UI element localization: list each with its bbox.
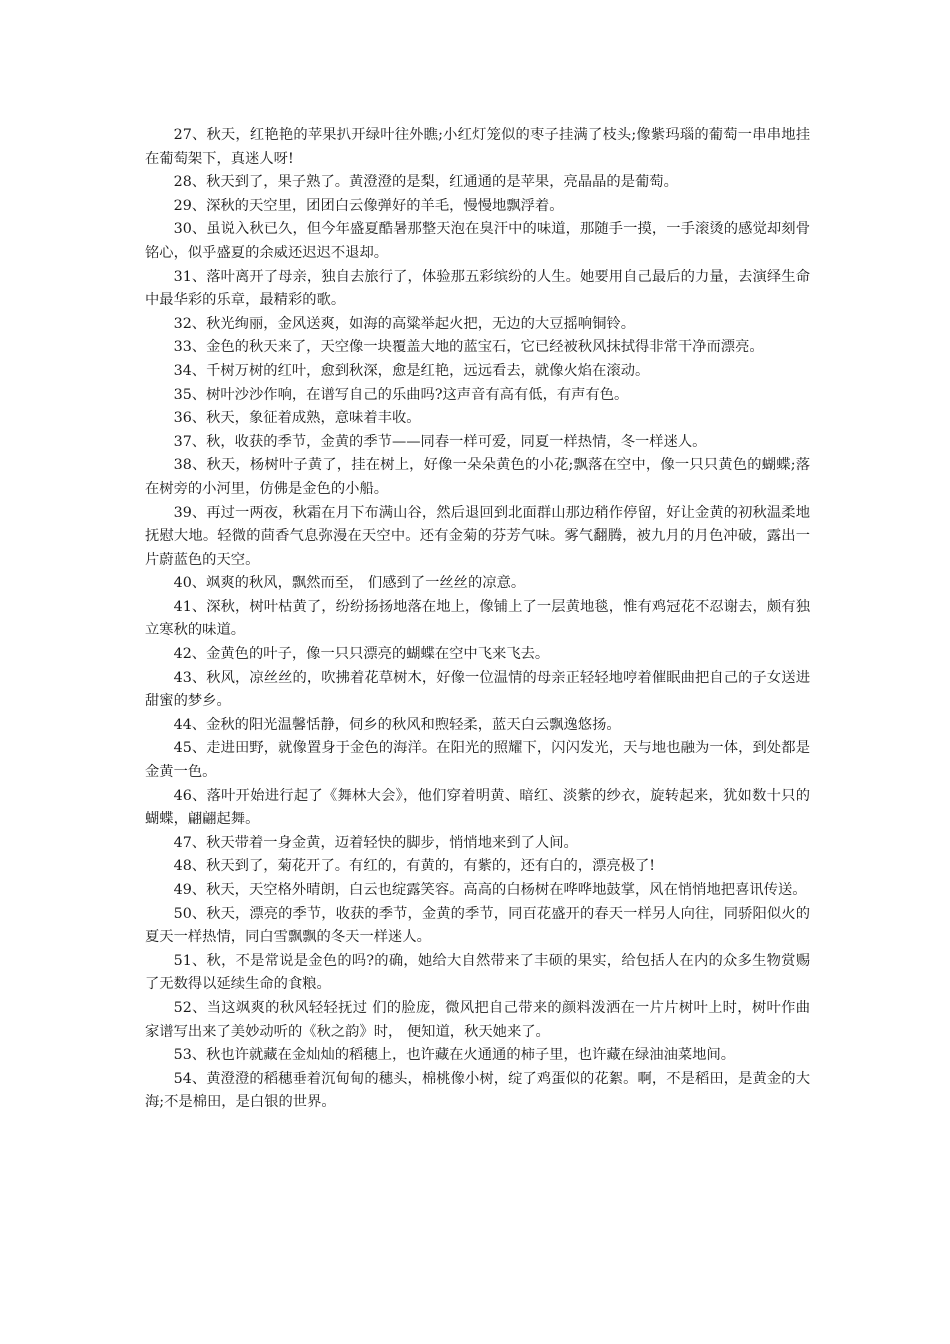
paragraph-34: 34、千树万树的红叶，愈到秋深，愈是红艳，远远看去，就像火焰在滚动。: [173, 362, 650, 379]
paragraph-49: 49、秋天，天空格外晴朗，白云也绽露笑容。高高的白杨树在哗哗地鼓掌，风在悄悄地把喜讯传送。: [173, 882, 807, 898]
paragraph-51: 51、秋，不是常说是金色的吗?的确，她给大自然带来了丰硕的果实，给包括人在内的众多生物赏赐了无数得以延续生命的食粮。: [145, 952, 810, 993]
paragraph-53: 53、秋也许就藏在金灿灿的稻穗上，也许藏在火通通的柿子里，也许藏在绿油油菜地间。: [173, 1047, 736, 1064]
paragraph-32: 32、秋光绚丽，金风送爽，如海的高粱举起火把，无边的大豆摇响铜铃。: [173, 315, 635, 332]
paragraph-42: 42、金黄色的叶子，像一只只漂亮的蝴蝶在空中飞来飞去。: [173, 646, 550, 663]
paragraph-33: 33、金色的秋天来了，天空像一块覆盖大地的蓝宝石，它已经被秋风抹拭得非常干净而漂亮。: [173, 339, 764, 356]
paragraph-46: 46、落叶开始进行起了《舞林大会》，他们穿着明黄、暗红、淡紫的纱衣，旋转起来，犹如数十只的蝴蝶，翩翩起舞。: [145, 787, 810, 828]
paragraph-29: 29、深秋的天空里，团团白云像弹好的羊毛，慢慢地飘浮着。: [173, 197, 564, 214]
document-body: [145, 124, 810, 1115]
paragraph-52: 52、当这飒爽的秋风轻轻抚过 们的脸庞，微风把自己带来的颜料泼洒在一片片树叶上时，树叶作曲家谱写出来了美妙动听的《秋之韵》时， 便知道，秋天她来了。: [145, 999, 810, 1040]
paragraph-40: 40、飒爽的秋风，飘然而至， 们感到了一丝丝的凉意。: [173, 575, 526, 592]
paragraph-45: 45、走进田野，就像置身于金色的海洋。在阳光的照耀下，闪闪发光，天与地也融为一体，到处都是金黄一色。: [145, 740, 810, 781]
paragraph-44: 44、金秋的阳光温馨恬静，伺乡的秋风和煦轻柔，蓝天白云飘逸悠扬。: [173, 716, 621, 733]
paragraph-48: 48、秋天到了，菊花开了。有红的，有黄的，有紫的，还有白的，漂亮极了!: [173, 858, 656, 875]
paragraph-50: 50、秋天，漂亮的季节，收获的季节，金黄的季节，同百花盛开的春天一样另人向往，同骄阳似火的夏天一样热情，同白雪飘飘的冬天一样迷人。: [145, 905, 810, 946]
paragraph-43: 43、秋风，凉丝丝的，吹拂着花草树木，好像一位温情的母亲正轻轻地哼着催眠曲把自己的子女送进甜蜜的梦乡。: [145, 669, 810, 710]
paragraph-36: 36、秋天，象征着成熟，意味着丰收。: [173, 410, 421, 427]
paragraph-35: 35、树叶沙沙作响，在谱写自己的乐曲吗?这声音有高有低，有声有色。: [173, 386, 629, 403]
paragraph-54: 54、黄澄澄的稻穗垂着沉甸甸的穗头，棉桃像小树，绽了鸡蛋似的花絮。啊，不是稻田，是黄金的大海;不是棉田，是白银的世界。: [145, 1070, 810, 1111]
paragraph-37: 37、秋，收获的季节，金黄的季节——同春一样可爱，同夏一样热情，冬一样迷人。: [173, 433, 707, 450]
paragraph-41: 41、深秋，树叶枯黄了，纷纷扬扬地落在地上，像铺上了一层黄地毯，惟有鸡冠花不忍谢去，颇有独立寒秋的味道。: [145, 598, 810, 639]
paragraph-39: 39、再过一两夜，秋霜在月下布满山谷，然后退回到北面群山那边稍作停留，好让金黄的初秋温柔地抚慰大地。轻微的茴香气息弥漫在天空中。还有金菊的芬芳气味。雾气翻腾，被九月的月色冲破，露出一片蔚蓝色的天空。: [145, 504, 810, 568]
paragraph-30: 30、虽说入秋已久，但今年盛夏酷暑那整天泡在臭汗中的味道，那随手一摸，一手滚烫的感觉却刻骨铭心，似乎盛夏的余威还迟迟不退却。: [145, 221, 810, 261]
paragraph-28: 28、秋天到了，果子熟了。黄澄澄的是梨，红通通的是苹果，亮晶晶的是葡萄。: [173, 174, 678, 191]
paragraph-38: 38、秋天，杨树叶子黄了，挂在树上，好像一朵朵黄色的小花;飘落在空中，像一只只黄色的蝴蝶;落在树旁的小河里，仿佛是金色的小船。: [145, 457, 810, 497]
paragraph-27: 27、秋天，红艳艳的苹果扒开绿叶往外瞧;小红灯笼似的枣子挂满了枝头;像紫玛瑙的葡萄一串串地挂在葡萄架下，真迷人呀!: [145, 127, 810, 167]
paragraph-31: 31、落叶离开了母亲，独自去旅行了，体验那五彩缤纷的人生。她要用自己最后的力量，去演绎生命中最华彩的乐章，最精彩的歌。: [145, 268, 810, 309]
paragraph-47: 47、秋天带着一身金黄，迈着轻快的脚步，悄悄地来到了人间。: [173, 834, 578, 851]
